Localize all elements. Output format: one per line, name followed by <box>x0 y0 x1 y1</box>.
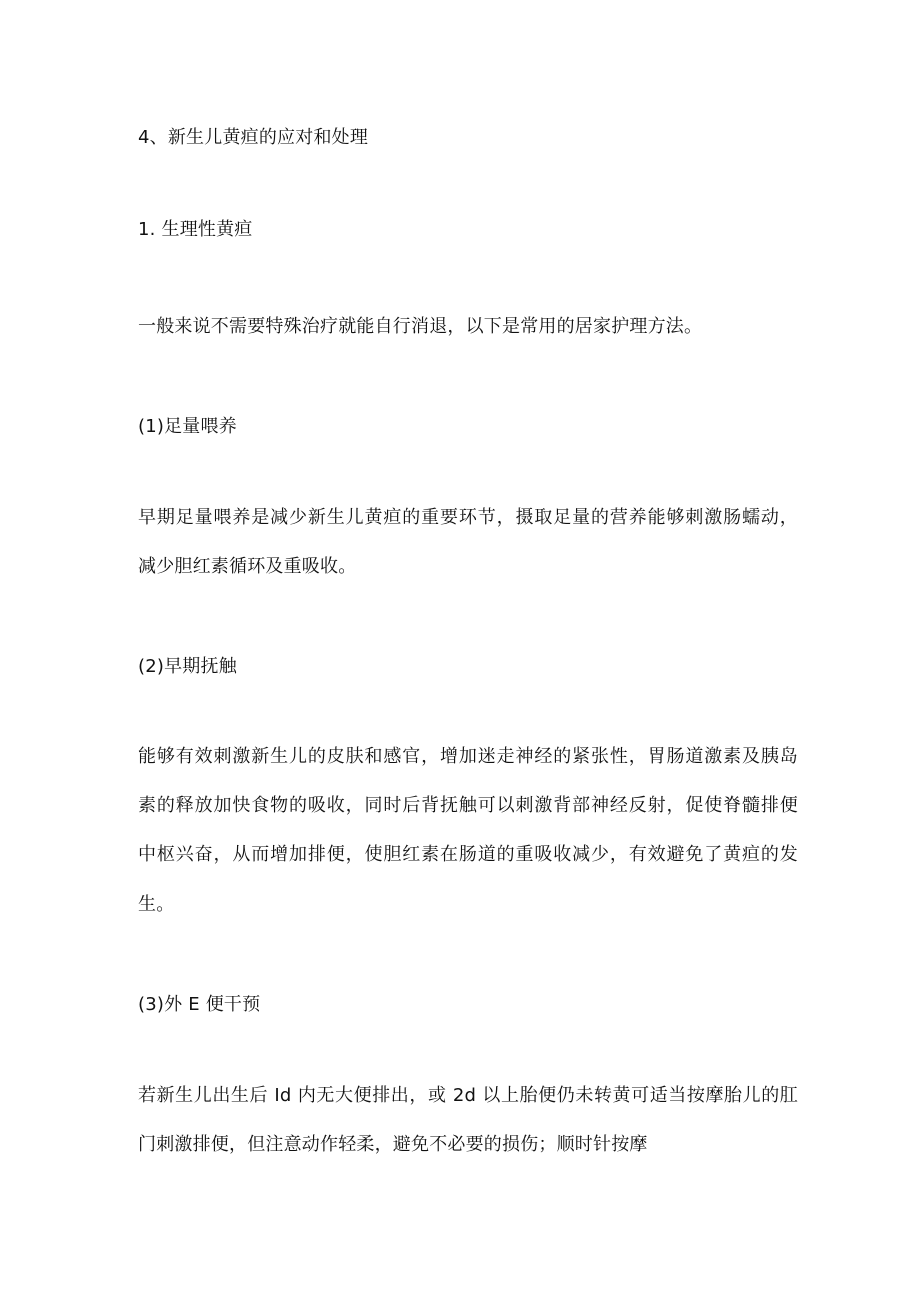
paragraph-touch-line-1: 能够有效刺激新生儿的皮肤和感官，增加迷走神经的紧张性，胃肠道激素及胰岛 <box>138 746 798 767</box>
intro-paragraph: 一般来说不需要特殊治疗就能自行消退，以下是常用的居家护理方法。 <box>138 316 703 337</box>
item-heading-defecation: (3)外 E 便干预 <box>138 994 261 1015</box>
section-heading: 4、新生儿黄疸的应对和处理 <box>138 127 369 148</box>
subsection-heading: 1. 生理性黄疸 <box>138 219 253 240</box>
paragraph-touch-line-3: 中枢兴奋，从而增加排便，使胆红素在肠道的重吸收减少，有效避免了黄疸的发 <box>138 844 798 865</box>
paragraph-defecation-line-1: 若新生儿出生后 Id 内无大便排出，或 2d 以上胎便仍未转黄可适当按摩胎儿的肛 <box>138 1085 798 1106</box>
paragraph-feeding-line-1: 早期足量喂养是减少新生儿黄疸的重要环节，摄取足量的营养能够刺激肠蠕动， <box>138 507 798 528</box>
paragraph-touch-line-4: 生。 <box>138 894 175 915</box>
paragraph-touch-line-2: 素的释放加快食物的吸收，同时后背抚触可以刺激背部神经反射，促使脊髓排便 <box>138 795 798 816</box>
item-heading-feeding: (1)足量喂养 <box>138 416 237 437</box>
paragraph-feeding-line-2: 减少胆红素循环及重吸收。 <box>138 556 357 577</box>
paragraph-defecation-line-2: 门刺激排便，但注意动作轻柔，避免不必要的损伤；顺时针按摩 <box>138 1134 648 1155</box>
item-heading-touch: (2)早期抚触 <box>138 656 237 677</box>
